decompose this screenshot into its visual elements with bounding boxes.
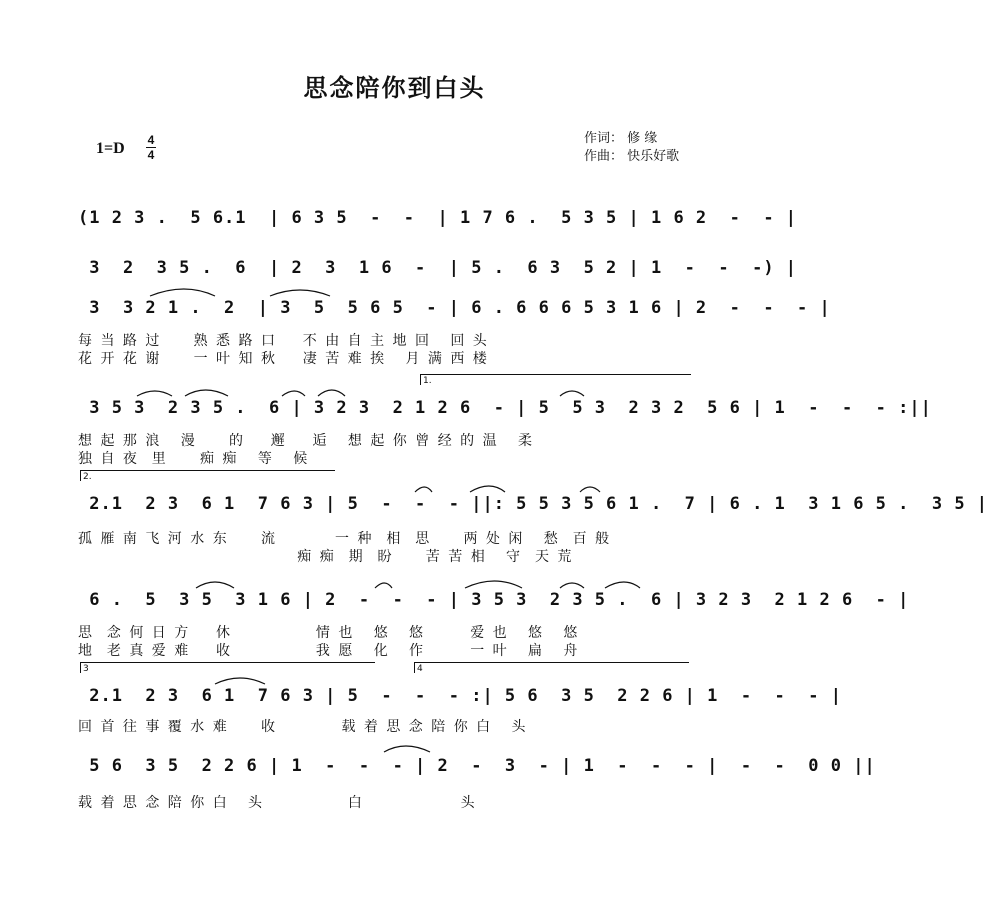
lyric-line: 每 当 路 过 熟 悉 路 口 不 由 自 主 地 回 回 头 bbox=[78, 333, 489, 349]
lyric-line: 孤 雁 南 飞 河 水 东 流 一 种 相 思 两 处 闲 愁 百 般 bbox=[78, 531, 612, 547]
notes-line: 5 6 3 5 2 2 6 | 1 - - - | 2 - 3 - | 1 - - - | - - 0 0 || bbox=[78, 756, 876, 776]
slur bbox=[415, 487, 432, 492]
composer-credit: 作曲： 快乐好歌 bbox=[584, 149, 680, 164]
volta-bracket-4: 4 bbox=[414, 662, 689, 673]
slur bbox=[270, 290, 330, 296]
volta-bracket-2: 2. bbox=[80, 470, 335, 481]
slur bbox=[318, 390, 345, 396]
slur bbox=[580, 487, 600, 492]
slur bbox=[560, 391, 584, 396]
slur bbox=[185, 390, 228, 396]
key-signature: 1=D bbox=[96, 140, 125, 157]
lyric-line: 想 起 那 浪 漫 的 邂 逅 想 起 你 曾 经 的 温 柔 bbox=[78, 433, 534, 449]
slur bbox=[215, 678, 265, 684]
slur bbox=[384, 746, 430, 752]
volta-bracket-1: 1. bbox=[420, 374, 691, 385]
lyric-line: 地 老 真 爱 难 收 我 愿 化 作 一 叶 扁 舟 bbox=[78, 643, 580, 659]
song-title: 思念陪你到白头 bbox=[303, 74, 486, 102]
notes-line: 2.1 2 3 6 1 7 6 3 | 5 - - - :| 5 6 3 5 2 2 6 | 1 - - - | bbox=[78, 686, 842, 706]
lyricist-credit: 作词： 修 缘 bbox=[584, 131, 658, 146]
slur bbox=[196, 582, 234, 588]
lyric-line: 载 着 思 念 陪 你 白 头 白 头 bbox=[78, 795, 477, 811]
slur bbox=[470, 486, 505, 492]
notes-line: 6 . 5 3 5 3 1 6 | 2 - - - | 3 5 3 2 3 5 . 6 | 3 2 3 2 1 2 6 - | bbox=[78, 590, 910, 610]
slur bbox=[605, 582, 640, 588]
lyric-line: 痴 痴 期 盼 苦 苦 相 守 天 荒 bbox=[78, 549, 574, 565]
meter-top: 4 bbox=[147, 133, 155, 147]
meter-bottom: 4 bbox=[147, 148, 155, 162]
notes-line: (1 2 3 . 5 6.1 | 6 3 5 - - | 1 7 6 . 5 3 5 | 1 6 2 - - | bbox=[78, 208, 798, 228]
notes-line: 2.1 2 3 6 1 7 6 3 | 5 - - - ||: 5 5 3 5 6 1 . 7 | 6 . 1 3 1 6 5 . 3 5 | bbox=[78, 494, 988, 514]
lyric-line: 回 首 往 事 覆 水 难 收 载 着 思 念 陪 你 白 头 bbox=[78, 719, 528, 735]
slur bbox=[465, 581, 522, 588]
slur bbox=[375, 583, 392, 588]
lyric-line: 独 自 夜 里 痴 痴 等 候 bbox=[78, 451, 310, 467]
slur bbox=[150, 289, 215, 296]
slur bbox=[282, 391, 305, 396]
notes-line: 3 5 3 2 3 5 . 6 | 3 2 3 2 1 2 6 - | 5 5 3 2 3 2 5 6 | 1 - - - :|| bbox=[78, 398, 932, 418]
lyric-line: 思 念 何 日 方 休 情 也 悠 悠 爱 也 悠 悠 bbox=[78, 625, 580, 641]
volta-bracket-3: 3 bbox=[80, 662, 375, 673]
slur bbox=[137, 391, 172, 396]
lyric-line: 花 开 花 谢 一 叶 知 秋 凄 苦 难 挨 月 满 西 楼 bbox=[78, 351, 489, 367]
notes-line: 3 2 3 5 . 6 | 2 3 1 6 - | 5 . 6 3 5 2 | 1 - - -) | bbox=[78, 258, 798, 278]
notes-line: 3 3 2 1 . 2 | 3 5 5 6 5 - | 6 . 6 6 6 5 3 1 6 | 2 - - - | bbox=[78, 298, 831, 318]
slur bbox=[560, 583, 584, 588]
